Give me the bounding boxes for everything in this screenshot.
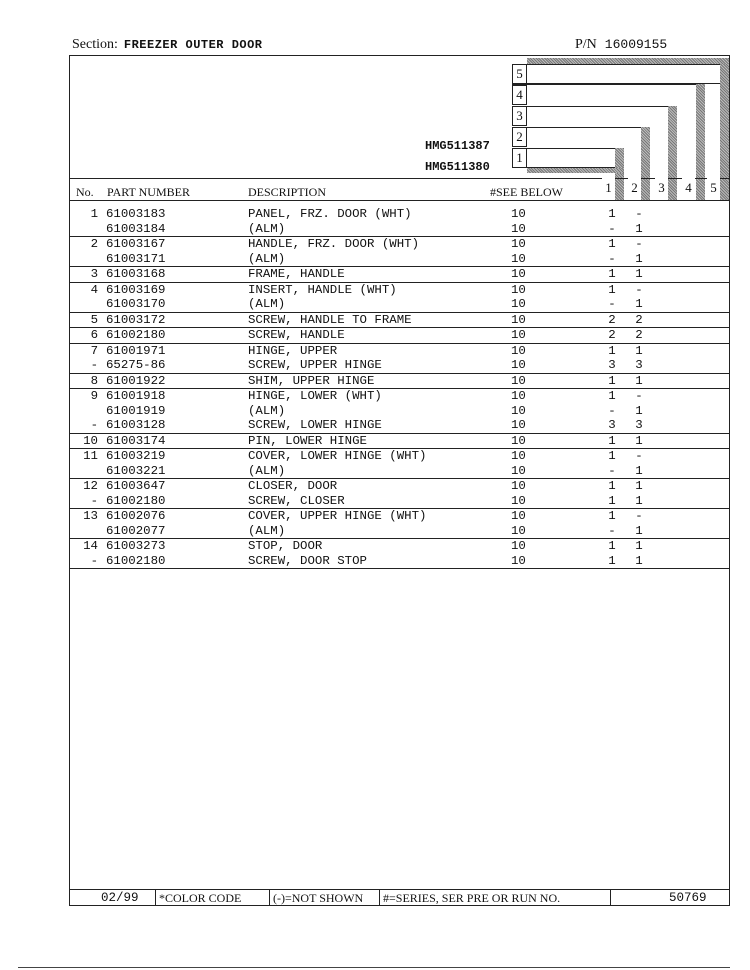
qty-series-1: - [608,403,616,418]
qty-series-2: - [635,282,643,297]
description: PIN, LOWER HINGE [248,433,367,448]
series-bar-4 [696,84,705,200]
qty-series-1: 1 [608,449,616,463]
table-row [70,252,729,267]
item-number: 7 [90,343,98,358]
qty-series-2: 3 [635,358,643,372]
item-group [70,389,729,434]
qty-series-1: - [608,523,616,538]
description: INSERT, HANDLE (WHT) [248,282,397,297]
part-number: 61003184 [106,221,166,236]
part-number: 61003647 [106,479,166,493]
table-row [70,418,729,433]
see-below: 10 [511,343,526,358]
table-row [70,283,729,298]
footer-series-note: #=SERIES, SER PRE OR RUN NO. [383,891,561,905]
see-below: 10 [511,523,526,538]
qty-series-1: 1 [608,389,616,403]
qty-series-1: 1 [608,493,616,508]
section-header [72,37,263,53]
section-label: Section: [72,37,118,52]
item-number: 3 [90,267,98,281]
part-number: 61003171 [106,251,166,266]
description: HINGE, UPPER [248,343,338,358]
footer-date: 02/99 [101,891,139,905]
see-below: 10 [511,373,526,388]
qty-series-2: - [635,509,643,523]
qty-series-2: - [635,237,643,251]
series-row-4 [512,84,697,104]
see-below: 10 [511,433,526,448]
qty-series-2: 1 [635,539,643,553]
see-below: 10 [511,463,526,478]
see-below: 10 [511,251,526,266]
table-row [70,374,729,389]
series-box-3: 3 [512,106,527,126]
col-series-2: 2 [628,177,641,199]
table-row [70,494,729,509]
qty-series-1: 1 [608,509,616,523]
description: COVER, UPPER HINGE (WHT) [248,509,427,523]
description: SCREW, HANDLE [248,328,345,342]
part-number: 61002077 [106,523,166,538]
see-below: 10 [511,509,526,523]
qty-series-1: 1 [608,343,616,358]
qty-series-1: 1 [608,282,616,297]
item-group [70,539,729,569]
see-below: 10 [511,237,526,251]
part-number: 61003169 [106,282,166,297]
qty-series-2: 1 [635,373,643,388]
table-row [70,237,729,252]
footer-not-shown: (-)=NOT SHOWN [273,891,364,905]
table-row [70,389,729,404]
item-number: 11 [83,449,98,463]
footer-divider [379,890,380,906]
qty-series-1: 1 [608,553,616,568]
part-number: 61002180 [106,493,166,508]
table-row [70,313,729,328]
table-row [70,358,729,373]
series-row-2 [512,127,642,147]
col-series-5: 5 [707,177,720,199]
see-below: 10 [511,449,526,463]
item-number: 6 [90,328,98,342]
qty-series-1: 1 [608,237,616,251]
see-below: 10 [511,267,526,281]
part-number: 61001919 [106,403,166,418]
table-row [70,207,729,222]
qty-series-2: 1 [635,343,643,358]
see-below: 10 [511,358,526,372]
col-description: DESCRIPTION [248,185,327,199]
part-number: 61003168 [106,267,166,281]
footer-bar [69,889,730,906]
part-number: 61003128 [106,418,166,432]
qty-series-1: - [608,221,616,236]
item-number: 5 [90,312,98,327]
part-number: 61003167 [106,237,166,251]
col-no: No. [76,185,94,199]
qty-series-2: - [635,207,643,221]
col-see-below: #SEE BELOW [490,185,563,199]
see-below: 10 [511,418,526,432]
qty-series-2: 1 [635,523,643,538]
item-group [70,207,729,237]
item-number: 12 [83,479,98,493]
see-below: 10 [511,553,526,568]
see-below: 10 [511,539,526,553]
qty-series-1: - [608,251,616,266]
footer-divider [269,890,270,906]
description: SCREW, UPPER HINGE [248,358,382,372]
table-row [70,479,729,494]
item-number: - [90,553,98,568]
series-bar-base [527,168,624,173]
qty-series-2: - [635,389,643,403]
qty-series-2: 1 [635,403,643,418]
table-row [70,509,729,524]
table-row [70,344,729,359]
parts-table [70,207,729,569]
description: (ALM) [248,463,286,478]
part-number: 61002180 [106,553,166,568]
description: (ALM) [248,403,286,418]
series-bar-2 [641,127,650,200]
qty-series-2: 3 [635,418,643,432]
table-row [70,449,729,464]
item-group [70,328,729,344]
item-group [70,449,729,479]
item-number: - [90,418,98,432]
qty-series-1: - [608,463,616,478]
page-bottom-rule [18,967,730,968]
qty-series-2: 1 [635,251,643,266]
series-box-2: 2 [512,127,527,147]
col-part-number: PART NUMBER [107,185,190,199]
qty-series-2: 1 [635,479,643,493]
part-number: 61003170 [106,297,166,311]
part-number: 61001971 [106,343,166,358]
series-bar-1 [615,148,624,200]
footer-divider [610,890,611,906]
qty-series-1: 1 [608,479,616,493]
see-below: 10 [511,479,526,493]
description: COVER, LOWER HINGE (WHT) [248,449,427,463]
series-box-1: 1 [512,148,527,168]
series-row-3 [512,106,669,126]
item-group [70,479,729,509]
model-number-2: HMG511387 [425,139,490,153]
qty-series-2: 1 [635,267,643,281]
qty-series-1: 3 [608,358,616,372]
see-below: 10 [511,389,526,403]
item-group [70,344,729,374]
table-row [70,267,729,282]
table-row [70,554,729,569]
see-below: 10 [511,312,526,327]
series-bar-3 [668,106,677,200]
item-number: - [90,358,98,372]
table-row [70,222,729,237]
table-row [70,464,729,479]
col-series-3: 3 [655,177,668,199]
series-row-5 [512,64,729,84]
part-number: 61003174 [106,433,166,448]
qty-series-1: 1 [608,207,616,221]
item-group [70,267,729,283]
part-number: 61002076 [106,509,166,523]
footer-divider [155,890,156,906]
qty-series-1: 1 [608,433,616,448]
item-number: 10 [83,433,98,448]
description: SHIM, UPPER HINGE [248,373,375,388]
table-row [70,404,729,419]
series-row-1 [512,148,616,168]
part-number: 61003219 [106,449,166,463]
description: PANEL, FRZ. DOOR (WHT) [248,207,412,221]
table-row [70,297,729,312]
qty-series-2: 1 [635,493,643,508]
table-row [70,328,729,343]
part-number: 61003221 [106,463,166,478]
qty-series-1: 2 [608,328,616,342]
col-series-4: 4 [682,177,695,199]
description: (ALM) [248,221,286,236]
qty-series-2: 1 [635,433,643,448]
qty-series-2: 1 [635,221,643,236]
table-row [70,434,729,449]
see-below: 10 [511,297,526,311]
series-bar-top [527,58,729,64]
item-number: 1 [90,207,98,221]
part-number-header [575,37,667,53]
part-number: 61002180 [106,328,166,342]
qty-series-2: - [635,449,643,463]
item-group [70,434,729,450]
series-box-5: 5 [512,64,527,84]
see-below: 10 [511,493,526,508]
item-number: 9 [90,389,98,403]
item-group [70,313,729,329]
item-group [70,283,729,313]
description: HANDLE, FRZ. DOOR (WHT) [248,237,420,251]
item-number: 2 [90,237,98,251]
see-below: 10 [511,221,526,236]
series-box-4: 4 [512,85,527,105]
footer-color-code: *COLOR CODE [159,891,242,905]
table-row [70,539,729,554]
table-row [70,524,729,539]
description: SCREW, CLOSER [248,493,345,508]
description: (ALM) [248,251,286,266]
part-number: 61003172 [106,312,166,327]
description: FRAME, HANDLE [248,267,345,281]
see-below: 10 [511,282,526,297]
qty-series-1: 1 [608,373,616,388]
item-group [70,374,729,390]
item-group [70,237,729,267]
see-below: 10 [511,207,526,221]
qty-series-2: 1 [635,553,643,568]
footer-page-code: 50769 [669,891,707,905]
part-number: 61003183 [106,207,166,221]
description: (ALM) [248,523,286,538]
item-number: 4 [90,282,98,297]
series-bar-5 [720,60,729,200]
pn-value: 16009155 [604,37,668,52]
item-number: 13 [83,509,98,523]
pn-label: P/N [575,37,597,52]
description: SCREW, HANDLE TO FRAME [248,312,412,327]
description: STOP, DOOR [248,539,323,553]
section-title: FREEZER OUTER DOOR [123,38,263,52]
qty-series-1: - [608,297,616,311]
part-number: 65275-86 [106,358,166,372]
description: SCREW, LOWER HINGE [248,418,382,432]
item-number: - [90,493,98,508]
part-number: 61001918 [106,389,166,403]
qty-series-1: 2 [608,312,616,327]
item-number: 14 [83,539,98,553]
qty-series-2: 1 [635,297,643,311]
col-series-1: 1 [602,177,615,199]
header-rule-bottom [70,200,729,201]
qty-series-2: 1 [635,463,643,478]
qty-series-2: 2 [635,312,643,327]
qty-series-1: 3 [608,418,616,432]
description: SCREW, DOOR STOP [248,553,367,568]
qty-series-2: 2 [635,328,643,342]
see-below: 10 [511,403,526,418]
qty-series-1: 1 [608,539,616,553]
see-below: 10 [511,328,526,342]
description: CLOSER, DOOR [248,479,338,493]
description: (ALM) [248,297,286,311]
qty-series-1: 1 [608,267,616,281]
model-number-1: HMG511380 [425,160,490,174]
item-group [70,509,729,539]
part-number: 61001922 [106,373,166,388]
item-number: 8 [90,373,98,388]
part-number: 61003273 [106,539,166,553]
description: HINGE, LOWER (WHT) [248,389,382,403]
